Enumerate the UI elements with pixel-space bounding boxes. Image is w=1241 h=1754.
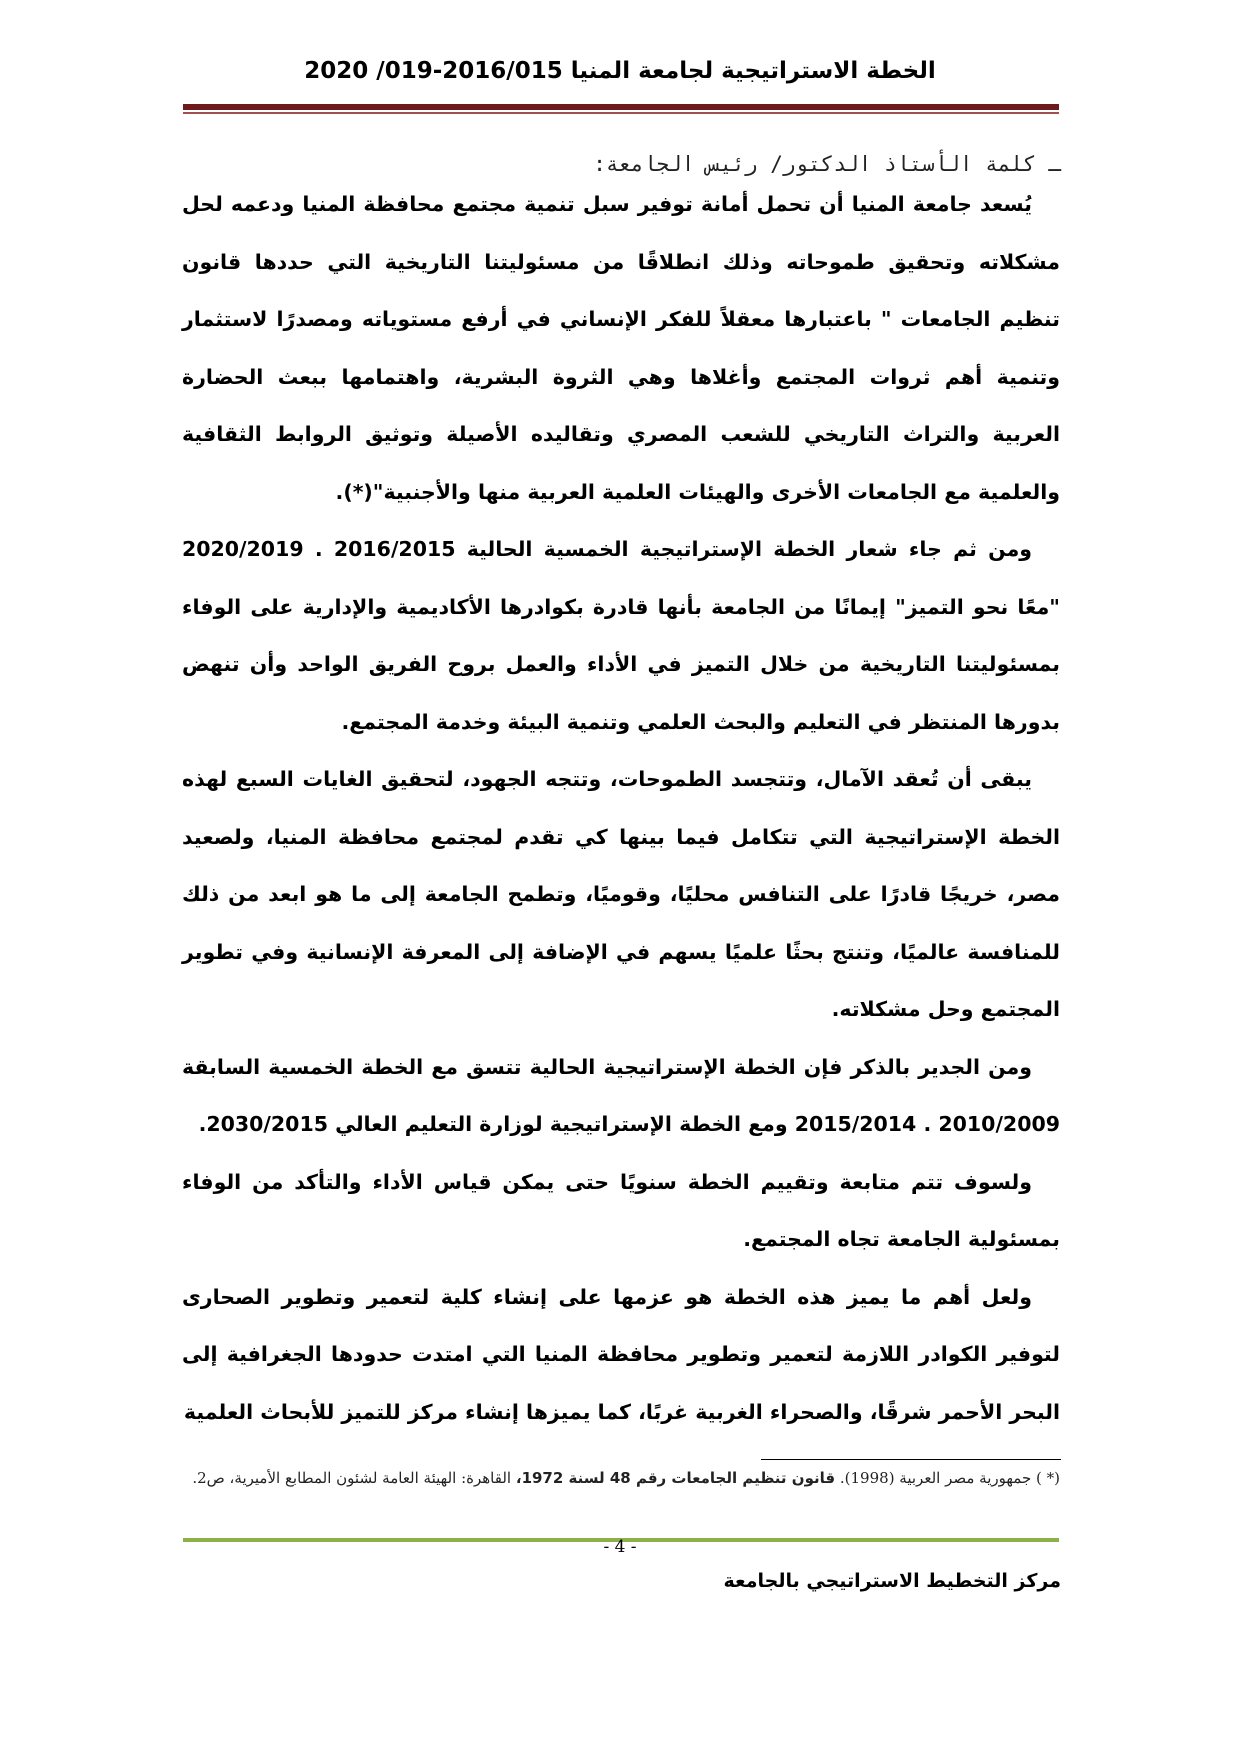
- footnote-law: قانون تنظيم الجامعات رقم 48 لسنة 1972،: [515, 1469, 836, 1487]
- paragraph-3: يبقى أن تُعقد الآمال، وتتجسد الطموحات، وتتجه الجهود، لتحقيق الغايات السبع لهذه الخطة الإستراتيجية التي تتكامل فيما بينها كي تقدم لمجتمع محافظة المنيا، ولصعيد مصر، خريجًا قادرًا على التنافس محليًا، وقوميًا، وتطمح الجامعة إلى ما هو ابعد من ذلك للمنافسة عالميًا، وتنتج بحثًا علميًا يسهم في الإضافة إلى المعرفة الإنسانية وفي تطوير المجتمع وحل مشكلاته.: [182, 767, 1060, 1021]
- body-text: [182, 176, 1060, 1441]
- section-heading: ـ كلمة الأستاذ الدكتور/ رئيس الجامعة:: [593, 152, 1061, 176]
- paragraph-5: ولسوف تتم متابعة وتقييم الخطة سنويًا حتى يمكن قياس الأداء والتأكد من الوفاء بمسئولية الجامعة تجاه المجتمع.: [182, 1169, 1060, 1251]
- footnote-source: جمهورية مصر العربية (1998).: [839, 1469, 1032, 1487]
- footer-organization: مركز التخطيط الاستراتيجي بالجامعة: [723, 1570, 1061, 1592]
- page-number: - 4 -: [603, 1537, 637, 1557]
- paragraph-2: ومن ثم جاء شعار الخطة الإستراتيجية الخمسية الحالية 2016/2015 . 2020/2019 "معًا نحو التميز" إيمانًا من الجامعة بأنها قادرة بكوادرها الأكاديمية والإدارية على الوفاء بمسئوليتنا التاريخية من خلال التميز في الأداء والعمل بروح الفريق الواحد وأن تنهض بدورها المنتظر في التعليم والبحث العلمي وتنمية البيئة وخدمة المجتمع.: [182, 537, 1060, 734]
- footnote: [182, 1466, 1060, 1490]
- header-divider-thin: [183, 112, 1059, 114]
- header-title: الخطة الاستراتيجية لجامعة المنيا 2016/015-019/ 2020: [304, 58, 936, 84]
- paragraph-1: يُسعد جامعة المنيا أن تحمل أمانة توفير سبل تنمية مجتمع محافظة المنيا ودعمه لحل مشكلاته وتحقيق طموحاته وذلك انطلاقًا من مسئوليتنا التاريخية التي حددها قانون تنظيم الجامعات " باعتبارها معقلاً للفكر الإنساني في أرفع مستوياته ومصدرًا لاستثمار وتنمية أهم ثروات المجتمع وأغلاها وهي الثروة البشرية، واهتمامها ببعث الحضارة العربية والتراث التاريخي للشعب المصري وتقاليده الأصيلة وتوثيق الروابط الثقافية والعلمية مع الجامعات الأخرى والهيئات العلمية العربية منها والأجنبية"(*).: [182, 192, 1060, 504]
- footnote-marker: (* ): [1036, 1469, 1060, 1487]
- header-divider: [183, 104, 1059, 110]
- footnote-divider: [761, 1459, 1061, 1460]
- footnote-publisher: القاهرة: الهيئة العامة لشئون المطابع الأميرية، ص2.: [192, 1469, 512, 1487]
- paragraph-6: ولعل أهم ما يميز هذه الخطة هو عزمها على إنشاء كلية لتعمير وتطوير الصحارى لتوفير الكوادر اللازمة لتعمير وتطوير محافظة المنيا التي امتدت حدودها الجغرافية إلى البحر الأحمر شرقًا، والصحراء الغربية غربًا، كما يميزها إنشاء مركز للتميز للأبحاث العلمية: [182, 1284, 1060, 1424]
- paragraph-4: ومن الجدير بالذكر فإن الخطة الإستراتيجية الحالية تتسق مع الخطة الخمسية السابقة 2010/2009 . 2015/2014 ومع الخطة الإستراتيجية لوزارة التعليم العالي 2030/2015.: [182, 1054, 1060, 1136]
